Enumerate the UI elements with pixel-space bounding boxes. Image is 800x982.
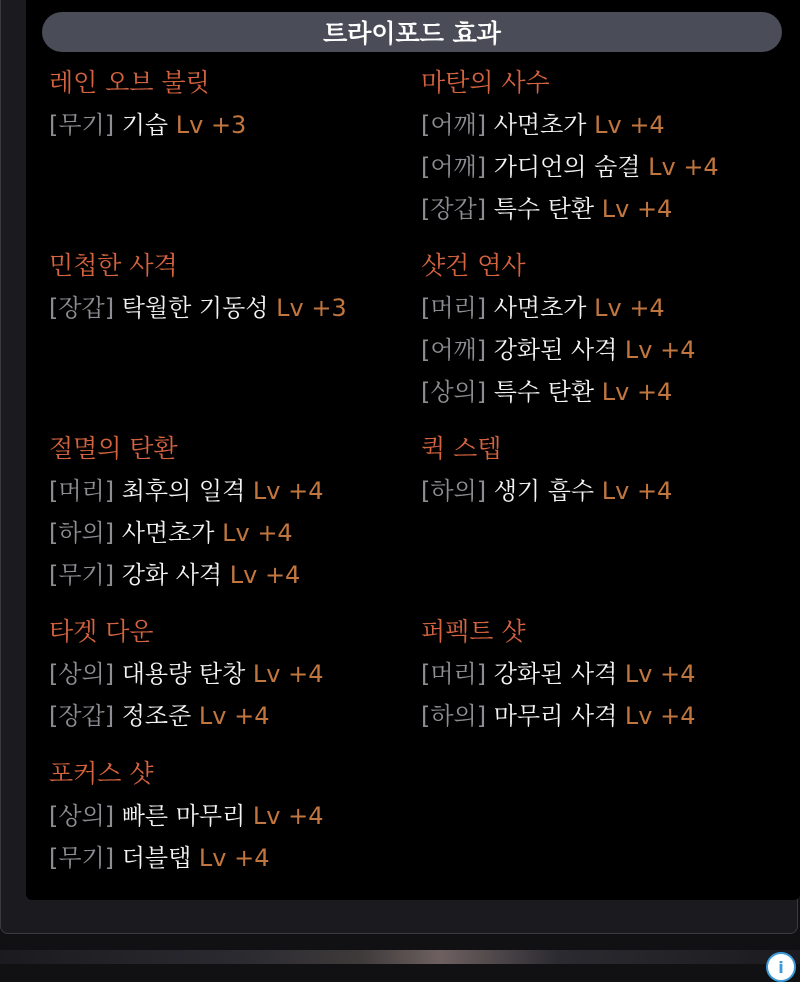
tripod-name: 강화 사격 xyxy=(121,561,230,589)
level-bonus: Lv +4 xyxy=(624,660,696,688)
tripod-row xyxy=(49,470,409,512)
tripod-row xyxy=(421,329,781,371)
skill-title: 레인 오브 불릿 xyxy=(49,68,210,97)
tripod-name: 강화된 사격 xyxy=(493,336,625,364)
tripod-name: 정조준 xyxy=(121,702,199,730)
slot-label: [상의] xyxy=(421,378,494,406)
slot-label: [상의] xyxy=(49,802,122,830)
tripod-row xyxy=(421,371,781,413)
header-title: 트라이포드 효과 xyxy=(323,19,501,48)
level-bonus: Lv +3 xyxy=(276,294,347,322)
level-bonus: Lv +4 xyxy=(601,195,673,223)
skill-title: 타겟 다운 xyxy=(49,617,154,646)
tripod-row xyxy=(49,512,409,554)
tripod-name: 대용량 탄창 xyxy=(121,660,253,688)
skill-title: 마탄의 사수 xyxy=(421,68,550,97)
skill-title: 퀵 스텝 xyxy=(421,434,502,463)
slot-label: [어깨] xyxy=(421,153,494,181)
skill-section xyxy=(49,611,409,753)
slot-label: [장갑] xyxy=(49,702,122,730)
tripod-row xyxy=(49,554,409,596)
skill-section xyxy=(421,611,781,753)
level-bonus: Lv +4 xyxy=(601,477,673,505)
tripod-row xyxy=(49,653,409,695)
slot-label: [무기] xyxy=(49,561,122,589)
slot-label: [머리] xyxy=(49,477,122,505)
right-column xyxy=(421,62,781,753)
tripod-name: 기습 xyxy=(121,111,176,139)
level-bonus: Lv +4 xyxy=(594,111,665,139)
tripod-row xyxy=(49,695,409,737)
tripod-row xyxy=(49,287,409,329)
tripod-name: 사면초가 xyxy=(493,294,595,322)
skill-section xyxy=(421,62,781,245)
tripod-row xyxy=(421,146,781,188)
slot-label: [하의] xyxy=(421,477,494,505)
slot-label: [어깨] xyxy=(421,336,494,364)
tripod-row xyxy=(49,837,409,879)
skill-section xyxy=(49,753,409,895)
slot-label: [무기] xyxy=(49,844,122,872)
level-bonus: Lv +4 xyxy=(229,561,301,589)
tripod-name: 사면초가 xyxy=(121,519,223,547)
tripod-name: 최후의 일격 xyxy=(121,477,253,505)
skill-title: 민첩한 사격 xyxy=(49,251,178,280)
level-bonus: Lv +4 xyxy=(648,153,719,181)
tripod-row xyxy=(421,104,781,146)
tripod-row xyxy=(49,104,409,146)
slot-label: [하의] xyxy=(421,702,494,730)
tripod-name: 사면초가 xyxy=(493,111,595,139)
level-bonus: Lv +4 xyxy=(252,660,324,688)
tripod-row xyxy=(421,188,781,230)
skill-section xyxy=(421,245,781,428)
slot-label: [장갑] xyxy=(421,195,494,223)
level-bonus: Lv +4 xyxy=(198,844,270,872)
tripod-name: 특수 탄환 xyxy=(493,195,602,223)
tripod-row xyxy=(421,653,781,695)
tripod-name: 탁월한 기동성 xyxy=(121,294,277,322)
level-bonus: Lv +4 xyxy=(198,702,270,730)
slot-label: [장갑] xyxy=(49,294,122,322)
tripod-name: 빠른 마무리 xyxy=(121,802,253,830)
level-bonus: Lv +4 xyxy=(601,378,673,406)
skill-section xyxy=(49,62,409,245)
tripod-row xyxy=(49,795,409,837)
level-bonus: Lv +4 xyxy=(624,336,696,364)
skill-section xyxy=(421,428,781,611)
level-bonus: Lv +4 xyxy=(252,802,324,830)
skill-title: 포커스 샷 xyxy=(49,759,154,788)
info-icon[interactable]: i xyxy=(766,952,796,982)
slot-label: [상의] xyxy=(49,660,122,688)
level-bonus: Lv +4 xyxy=(594,294,665,322)
tripod-effect-header xyxy=(42,12,782,52)
slot-label: [하의] xyxy=(49,519,122,547)
slot-label: [무기] xyxy=(49,111,122,139)
slot-label: [어깨] xyxy=(421,111,494,139)
tripod-name: 가디언의 숨결 xyxy=(493,153,649,181)
skill-title: 샷건 연사 xyxy=(421,251,526,280)
slot-label: [머리] xyxy=(421,660,494,688)
level-bonus: Lv +4 xyxy=(252,477,324,505)
skill-title: 절멸의 탄환 xyxy=(49,434,178,463)
skill-title: 퍼펙트 샷 xyxy=(421,617,526,646)
level-bonus: Lv +4 xyxy=(624,702,696,730)
level-bonus: Lv +4 xyxy=(222,519,293,547)
tripod-name: 생기 흡수 xyxy=(493,477,602,505)
tripod-name: 강화된 사격 xyxy=(493,660,625,688)
skill-section xyxy=(49,245,409,428)
level-bonus: Lv +3 xyxy=(175,111,247,139)
tripod-row xyxy=(421,695,781,737)
tripod-name: 더블탭 xyxy=(121,844,199,872)
skill-section xyxy=(49,428,409,611)
slot-label: [머리] xyxy=(421,294,494,322)
left-column xyxy=(49,62,409,895)
tripod-name: 특수 탄환 xyxy=(493,378,602,406)
tripod-row xyxy=(421,470,781,512)
tripod-name: 마무리 사격 xyxy=(493,702,625,730)
background-image-strip xyxy=(0,950,800,964)
tripod-row xyxy=(421,287,781,329)
